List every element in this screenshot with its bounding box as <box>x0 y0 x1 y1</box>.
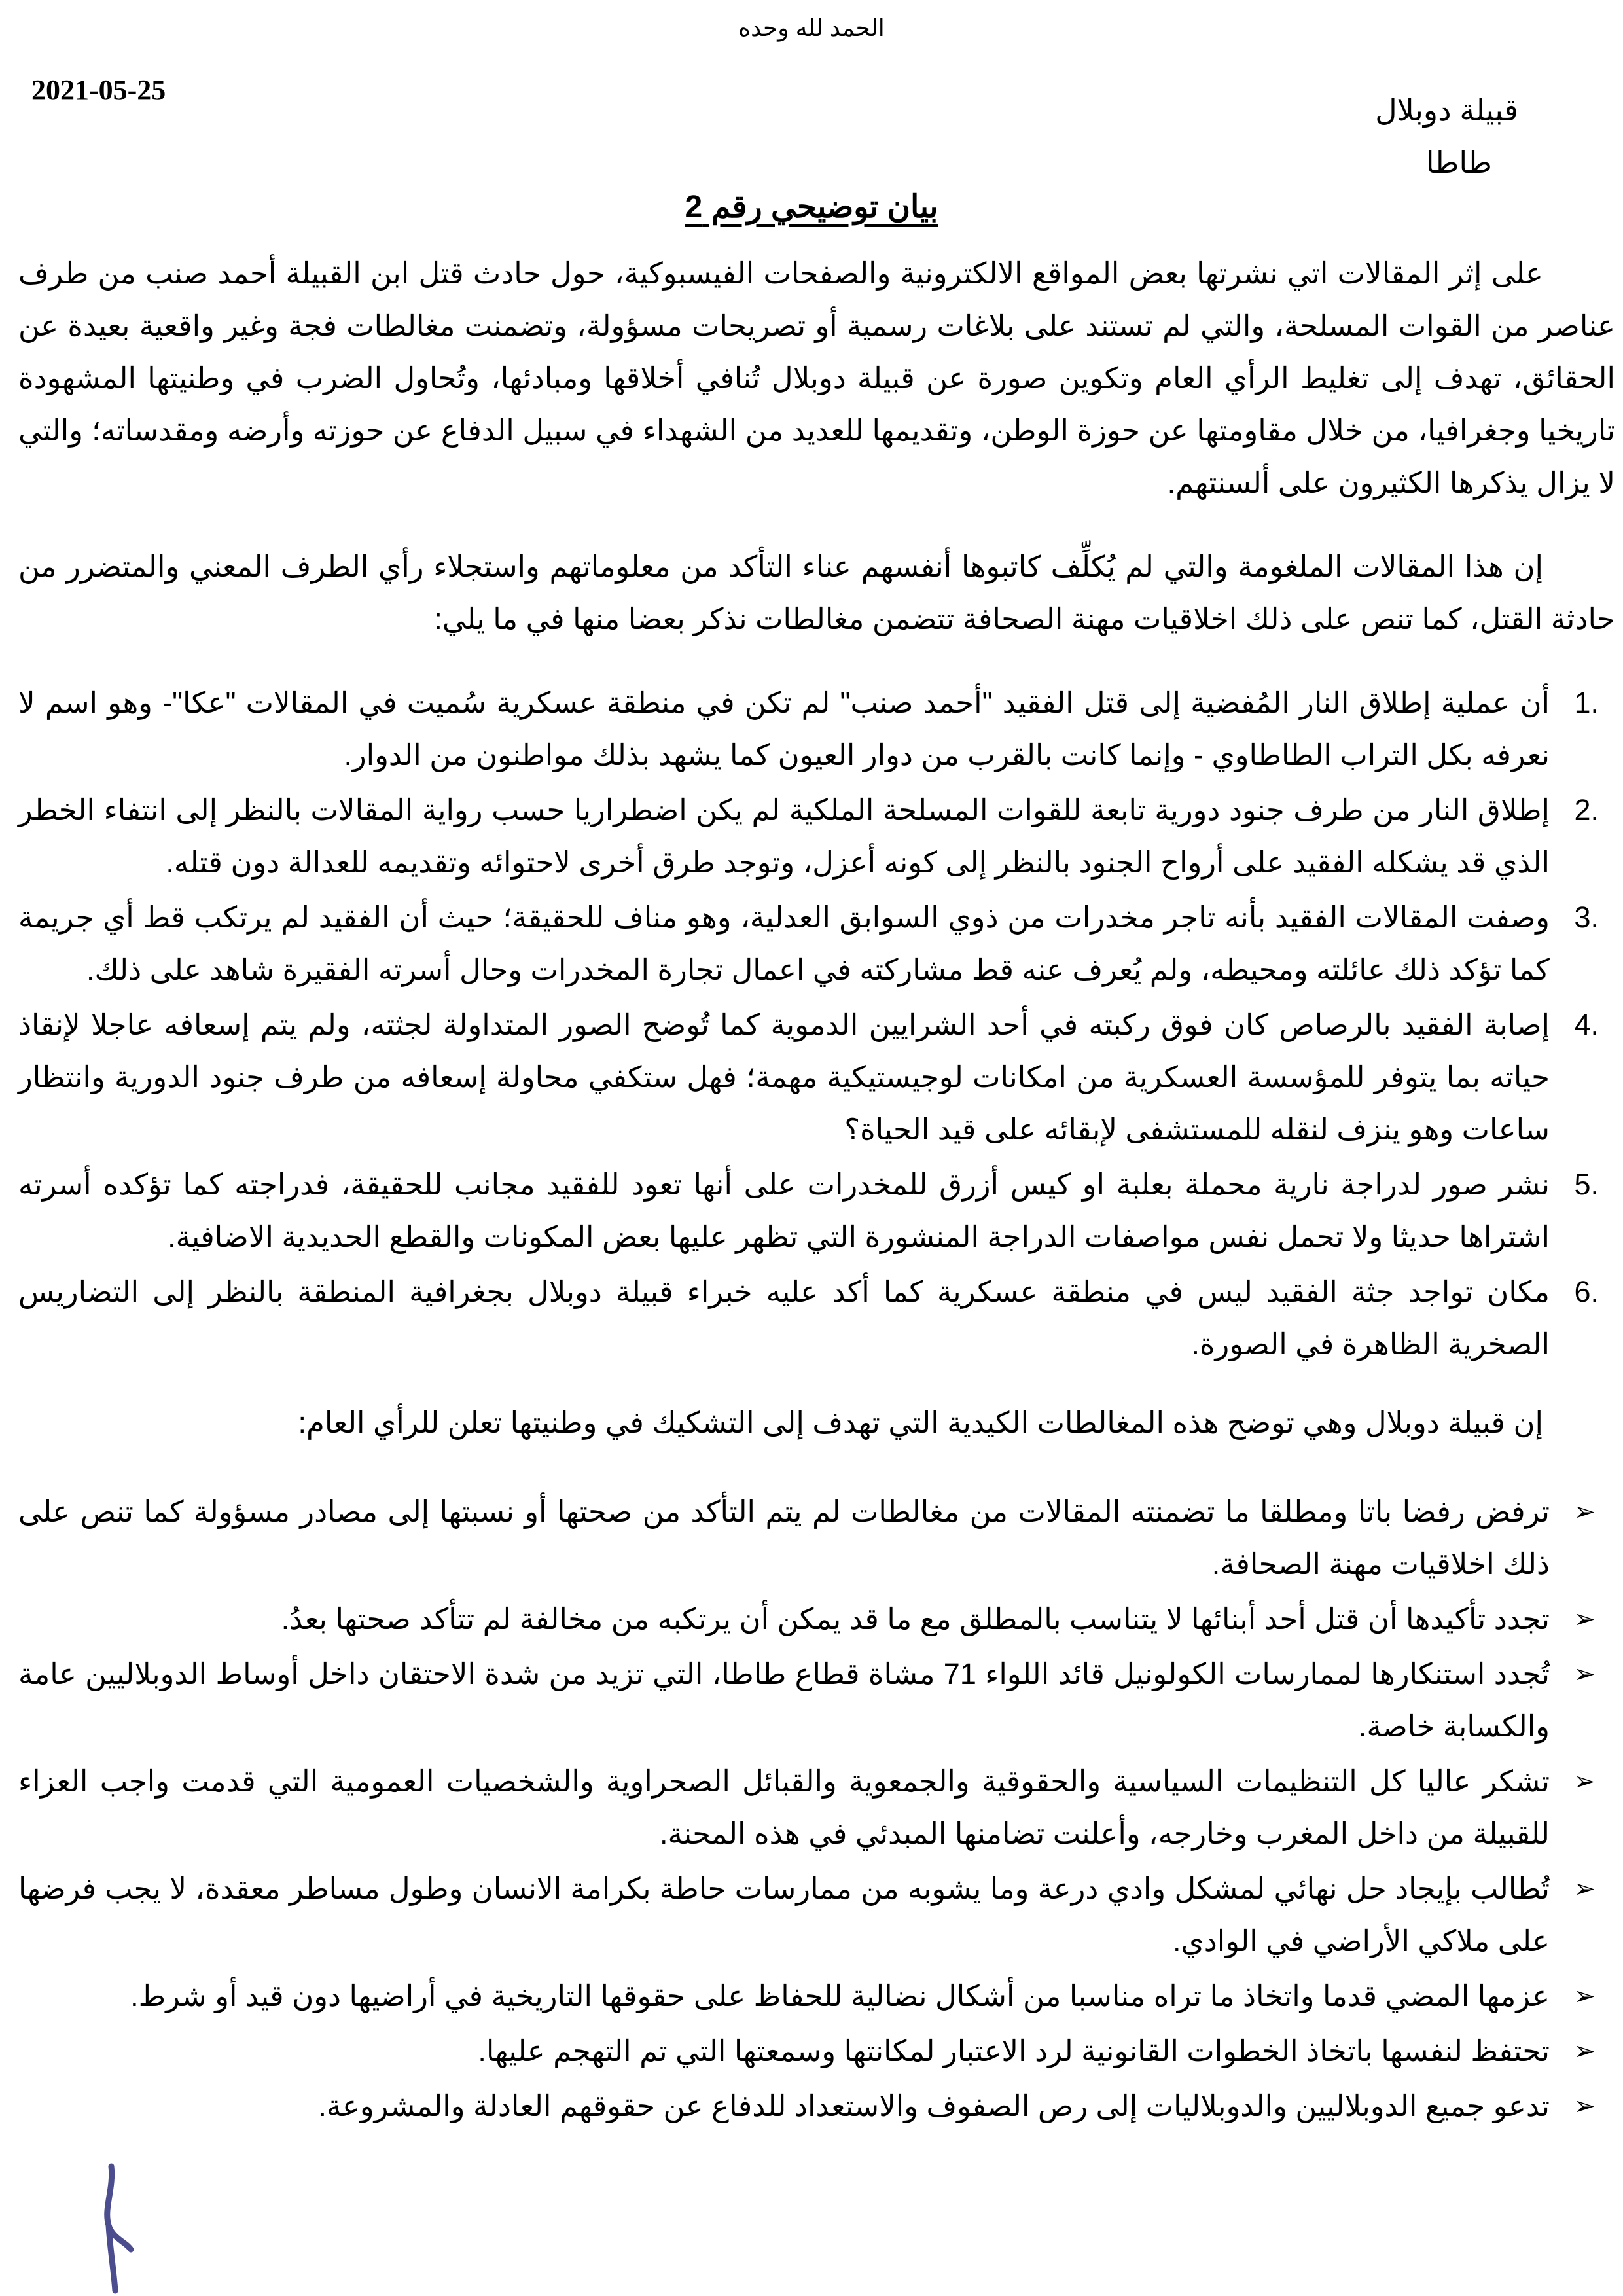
second-paragraph: إن هذا المقالات الملغومة والتي لم يُكلِّف كاتبوها أنفسهم عناء التأكد من معلوماتهم واستجلاء رأي الطرف المعني والمتضرر من حادثة القتل، كما تنص على ذلك اخلاقيات مهنة الصحافة تتضمن مغالطات نذكر بعضا منها في ما يلي: <box>18 550 1615 636</box>
item-text: مكان تواجد جثة الفقيد ليس في منطقة عسكرية كما أكد عليه خبراء قبيلة دوبلال بجغرافية المنطقة بالنظر إلى التضاريس الصخرية الظاهرة في الصورة. <box>18 1275 1550 1361</box>
bullet-text: تدعو جميع الدوبلاليين والدوبلاليات إلى رص الصفوف والاستعداد للدفاع عن حقوقهم العادلة والمشروعة. <box>318 2089 1550 2123</box>
item-number: 1. <box>1574 686 1599 719</box>
arrowhead-bullet-icon: ➢ <box>1573 1874 1596 1903</box>
item-number: 6. <box>1574 1275 1599 1308</box>
list-item <box>18 677 1599 781</box>
bullet-text: تُطالب بإيجاد حل نهائي لمشكل وادي درعة وما يشوبه من ممارسات حاطة بكرامة الانسان وطول مساطر معقدة، لا يجب فرضها على ملاكي الأراضي في الوادي. <box>18 1872 1550 1958</box>
bullet-item <box>18 1593 1596 1645</box>
handwritten-signature <box>92 2163 144 2294</box>
list-item <box>18 891 1599 996</box>
bullet-text: ترفض رفضا باتا ومطلقا ما تضمنته المقالات من مغالطات لم يتم التأكد من صحتها أو نسبتها إلى مصادر مسؤولة كما تنص على ذلك اخلاقيات مهنة الصحافة. <box>18 1495 1550 1581</box>
sender-tribe: قبيلة دوبلال <box>1375 93 1518 127</box>
document-title <box>0 188 1623 225</box>
item-text: إصابة الفقيد بالرصاص كان فوق ركبته في أحد الشرايين الدموية كما تُوضح الصور المتداولة لجثته، ولم يتم إسعافه عاجلا لإنقاذ حياته بما يتوفر للمؤسسة العسكرية من امكانات لوجيستيكية مهمة؛ فهل ستكفي محاولة إسعافه من طرف جنود الدورية وانتظار ساعات وهو ينزف لنقله للمستشفى لإبقائه على قيد الحياة؟ <box>18 1008 1550 1146</box>
bullet-item <box>18 1863 1596 1967</box>
document-date: 2021-05-25 <box>31 74 166 106</box>
bullet-item <box>18 1970 1596 2022</box>
basmala-header: الحمد لله وحده <box>738 14 885 41</box>
item-text: نشر صور لدراجة نارية محملة بعلبة او كيس أزرق للمخدرات على أنها تعود للفقيد مجانب للحقيقة، فدراجته كما تؤكده أسرته اشتراها حديثا ولا تحمل نفس مواصفات الدراجة المنشورة التي تظهر عليها بعض المكونات والقطع الحديدية الاضافية. <box>18 1168 1550 1253</box>
arrowhead-bullet-icon: ➢ <box>1573 1498 1596 1526</box>
arrowhead-bullet-icon: ➢ <box>1573 2092 1596 2121</box>
bullet-text: عزمها المضي قدما واتخاذ ما تراه مناسبا من أشكال نضالية للحفاظ على حقوقها التاريخية في أراضيها دون قيد أو شرط. <box>130 1979 1550 2013</box>
intro-paragraph: على إثر المقالات اتي نشرتها بعض المواقع الالكترونية والصفحات الفيسبوكية، حول حادث قتل ابن القبيلة أحمد صنب من طرف عناصر من القوات المسلحة، والتي لم تستند على بلاغات رسمية أو تصريحات مسؤولة، وتضمنت مغالطات فجة وغير واقعية بعيدة عن الحقائق، تهدف إلى تغليط الرأي العام وتكوين صورة عن قبيلة دوبلال تُنافي أخلاقها ومبادئها، وتُحاول الضرب في وطنيتها المشهودة تاريخيا وجغرافيا، من خلال مقاومتها عن حوزة الوطن، وتقديمها للعديد من الشهداء في سبيل الدفاع عن حوزته وأرضه ومقدساته؛ والتي لا يزال يذكرها الكثيرون على ألسنتهم. <box>18 257 1615 499</box>
bullet-item <box>18 2025 1596 2077</box>
bullet-item <box>18 1755 1596 1860</box>
item-number: 3. <box>1574 901 1599 934</box>
declaration-intro: إن قبيلة دوبلال وهي توضح هذه المغالطات الكيدية التي تهدف إلى التشكيك في وطنيتها تعلن للرأي العام: <box>298 1406 1543 1439</box>
title-text: بيان توضيحي رقم 2 <box>685 190 938 224</box>
item-text: إطلاق النار من طرف جنود دورية تابعة للقوات المسلحة الملكية لم يكن اضطراريا حسب رواية المقالات بالنظر إلى انتفاء الخطر الذي قد يشكله الفقيد على أرواح الجنود بالنظر إلى كونه أعزل، وتوجد طرق أخرى لاحتوائه وتقديمه للعدالة دون قتله. <box>18 793 1550 879</box>
sender-block <box>1375 84 1518 188</box>
list-item <box>18 1266 1599 1371</box>
bullet-text: تحتفظ لنفسها باتخاذ الخطوات القانونية لرد الاعتبار لمكانتها وسمعتها التي تم التهجم عليها. <box>478 2034 1550 2068</box>
bullet-text: تجدد تأكيدها أن قتل أحد أبنائها لا يتناسب بالمطلق مع ما قد يمكن أن يرتكبه من مخالفة لم تتأكد صحتها بعدُ. <box>281 1602 1550 1636</box>
arrowhead-bullet-icon: ➢ <box>1573 1605 1596 1634</box>
arrowhead-bullet-icon: ➢ <box>1573 1660 1596 1689</box>
fallacies-list <box>18 677 1615 1371</box>
bullet-text: تُجدد استنكارها لممارسات الكولونيل قائد اللواء 71 مشاة قطاع طاطا، التي تزيد من شدة الاحتقان داخل أوساط الدوبلاليين عامة والكسابة خاصة. <box>18 1657 1550 1743</box>
bullet-item <box>18 1486 1596 1590</box>
item-text: أن عملية إطلاق النار المُفضية إلى قتل الفقيد "أحمد صنب" لم تكن في منطقة عسكرية سُميت في المقالات "عكا"- وهو اسم لا نعرفه بكل التراب الطاطاوي - وإنما كانت بالقرب من دوار العيون كما يشهد بذلك مواطنون من الدوار. <box>18 686 1550 772</box>
arrowhead-bullet-icon: ➢ <box>1573 1982 1596 2011</box>
declarations-list <box>18 1486 1615 2132</box>
sender-city: طاطا <box>1425 145 1492 179</box>
list-item <box>18 999 1599 1156</box>
item-text: وصفت المقالات الفقيد بأنه تاجر مخدرات من ذوي السوابق العدلية، وهو مناف للحقيقة؛ حيث أن الفقيد لم يرتكب قط أي جريمة كما تؤكد ذلك عائلته ومحيطه، ولم يُعرف عنه قط مشاركته في اعمال تجارة المخدرات وحال أسرته الفقيرة شاهد على ذلك. <box>18 901 1550 986</box>
item-number: 5. <box>1574 1168 1599 1201</box>
bullet-text: تشكر عاليا كل التنظيمات السياسية والحقوقية والجمعوية والقبائل الصحراوية والشخصيات العمومية التي قدمت واجب العزاء للقبيلة من داخل المغرب وخارجه، وأعلنت تضامنها المبدئي في هذه المحنة. <box>18 1765 1550 1850</box>
list-item <box>18 1158 1599 1263</box>
item-number: 2. <box>1574 793 1599 827</box>
arrowhead-bullet-icon: ➢ <box>1573 2037 1596 2066</box>
list-item <box>18 784 1599 889</box>
document-body <box>18 247 1615 2135</box>
bullet-item <box>18 2080 1596 2132</box>
item-number: 4. <box>1574 1008 1599 1041</box>
bullet-item <box>18 1648 1596 1753</box>
arrowhead-bullet-icon: ➢ <box>1573 1767 1596 1796</box>
